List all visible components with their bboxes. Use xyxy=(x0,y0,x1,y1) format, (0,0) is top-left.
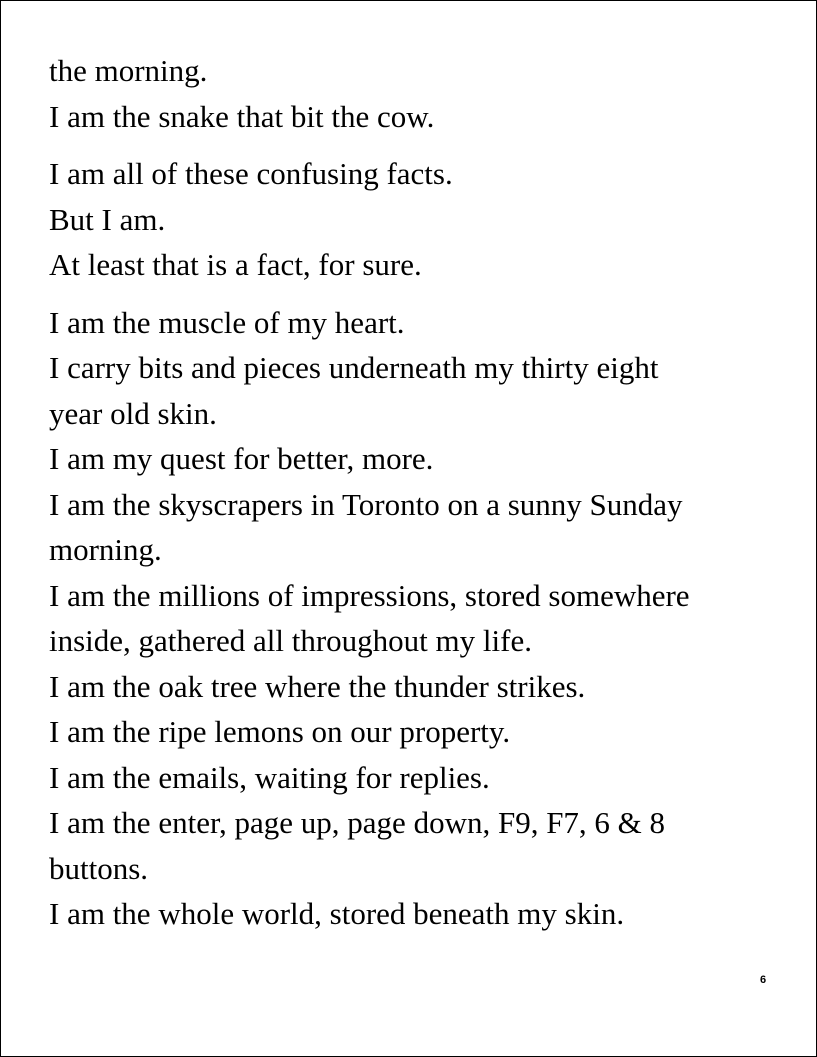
poem-line: I am the ripe lemons on our property. xyxy=(49,714,511,749)
poem-line: I am the whole world, stored beneath my skin. xyxy=(49,896,625,931)
poem-line: I am the emails, waiting for replies. xyxy=(49,759,490,795)
poem-line: I am my quest for better, more. xyxy=(49,441,434,476)
poem-line: buttons. xyxy=(49,850,149,886)
page-number: 6 xyxy=(760,974,767,986)
poem-line: But I am. xyxy=(49,201,166,237)
poem-text xyxy=(49,48,789,937)
poem-line: I am the muscle of my heart. xyxy=(49,304,405,340)
poem-line: I am the skyscrapers in Toronto on a sunny Sunday xyxy=(49,486,683,522)
poem-line: year old skin. xyxy=(49,395,217,431)
poem-line: morning. xyxy=(49,532,162,567)
poem-line: I carry bits and pieces underneath my thirty eight xyxy=(49,350,659,385)
poem-line: I am the millions of impressions, stored somewhere xyxy=(49,577,690,613)
poem-line: I am all of these confusing facts. xyxy=(49,156,453,191)
poem-line: the morning. xyxy=(49,53,208,88)
poem-line: I am the enter, page up, page down, F9, F7, 6 & 8 xyxy=(49,805,666,840)
poem-line: inside, gathered all throughout my life. xyxy=(49,623,532,658)
poem-line: At least that is a fact, for sure. xyxy=(49,247,422,282)
poem-line: I am the snake that bit the cow. xyxy=(49,98,435,134)
poem-line: I am the oak tree where the thunder strikes. xyxy=(49,668,586,704)
